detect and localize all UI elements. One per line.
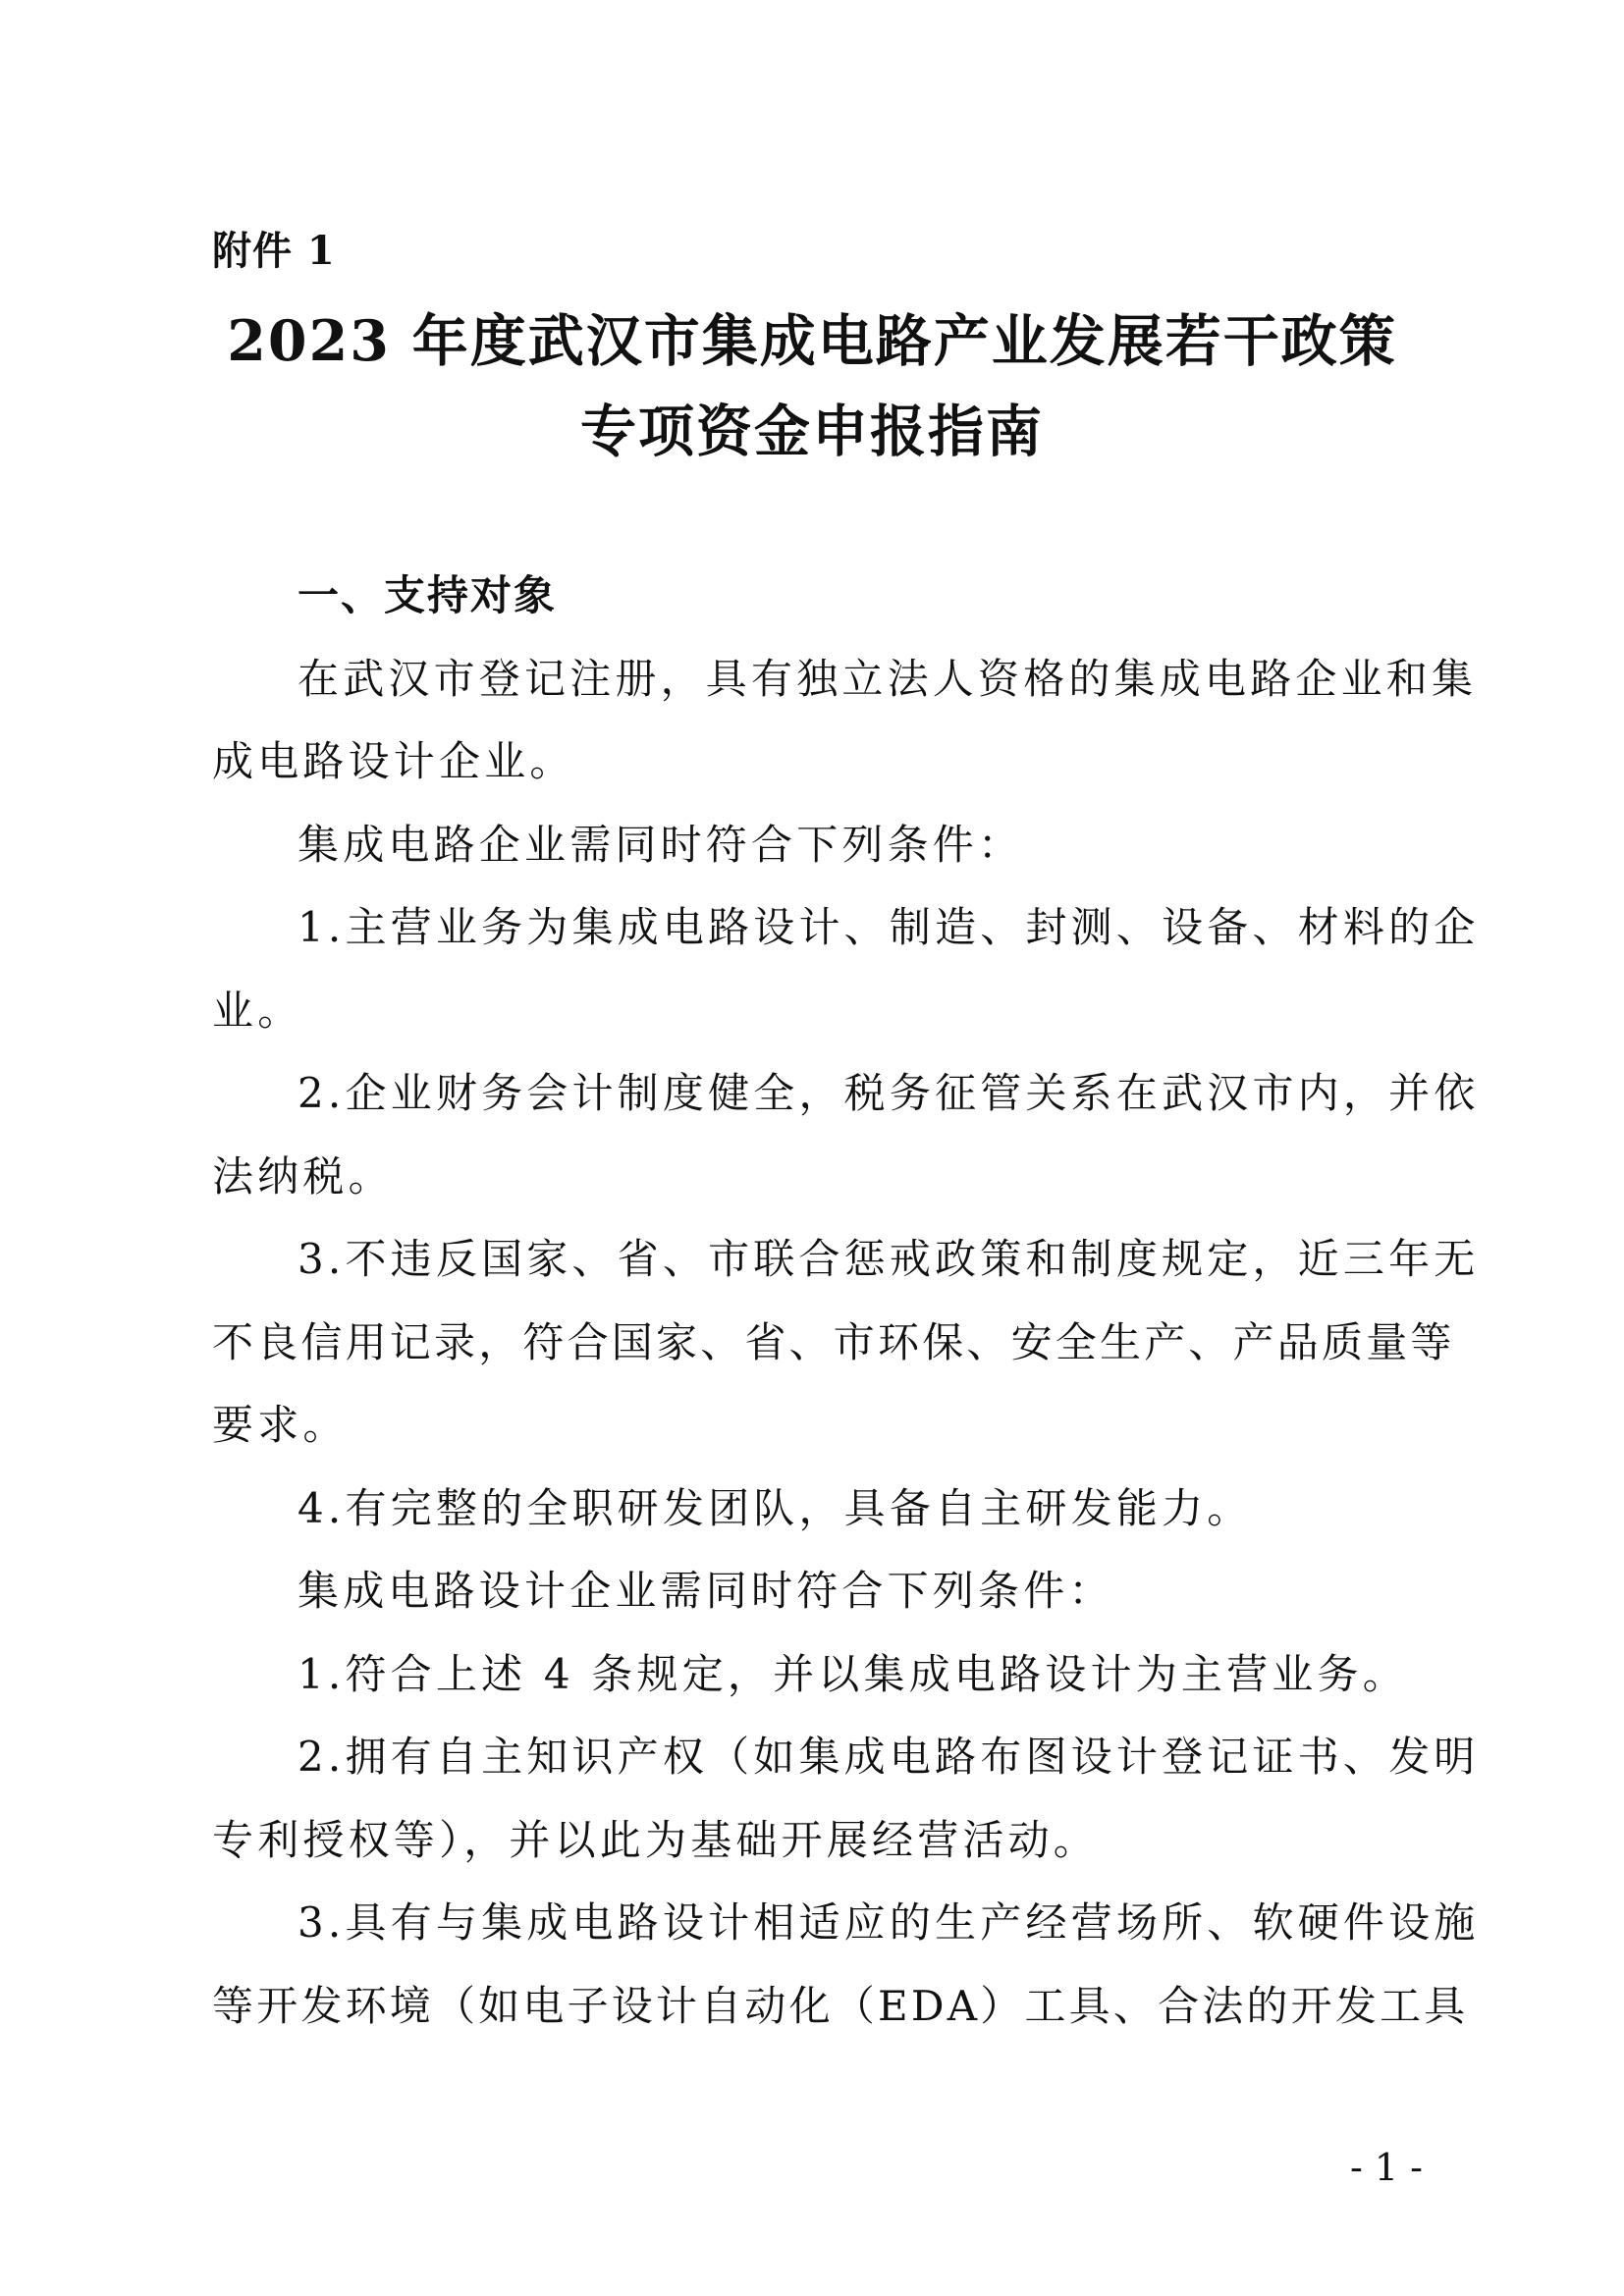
list-item-line: 等开发环境（如电子设计自动化（EDA）工具、合法的开发工具	[212, 1981, 1469, 2030]
list-item-line: 法纳税。	[212, 1151, 394, 1201]
list-item-line: 4.有完整的全职研发团队，具备自主研发能力。	[298, 1483, 1253, 1532]
attachment-label: 附件 1	[212, 228, 336, 274]
document-body	[212, 555, 1480, 2048]
list-item-line: 2.企业财务会计制度健全，税务征管关系在武汉市内，并依	[298, 1069, 1480, 1117]
list-item-line: 1.符合上述 4 条规定，并以集成电路设计为主营业务。	[298, 1649, 1408, 1698]
list-item-line: 不良信用记录，符合国家、省、市环保、安全生产、产品质量等	[212, 1317, 1455, 1366]
list-item-line: 3.具有与集成电路设计相适应的生产经营场所、软硬件设施	[298, 1898, 1480, 1947]
list-item-line: 3.不违反国家、省、市联合惩戒政策和制度规定，近三年无	[298, 1235, 1480, 1283]
list-item-line: 要求。	[212, 1401, 349, 1449]
document-title-line-2: 专项资金申报指南	[580, 399, 1044, 464]
list-item-line: 1.主营业务为集成电路设计、制造、封测、设备、材料的企	[298, 903, 1480, 951]
paragraph-line: 成电路设计企业。	[212, 737, 575, 785]
list-item-line: 2.拥有自主知识产权（如集成电路布图设计登记证书、发明	[298, 1733, 1480, 1781]
section-heading: 一、支持对象	[298, 571, 558, 619]
paragraph-line: 在武汉市登记注册，具有独立法人资格的集成电路企业和集	[298, 654, 1478, 703]
paragraph-line: 集成电路企业需同时符合下列条件：	[298, 820, 1024, 869]
list-item-line: 业。	[212, 986, 303, 1035]
page-number: - 1 -	[1349, 2146, 1423, 2189]
paragraph-line: 集成电路设计企业需同时符合下列条件：	[298, 1567, 1114, 1615]
document-title-line-1: 2023 年度武汉市集成电路产业发展若干政策	[227, 308, 1397, 374]
list-item-line: 专利授权等），并以此为基础开展经营活动。	[212, 1815, 1100, 1864]
